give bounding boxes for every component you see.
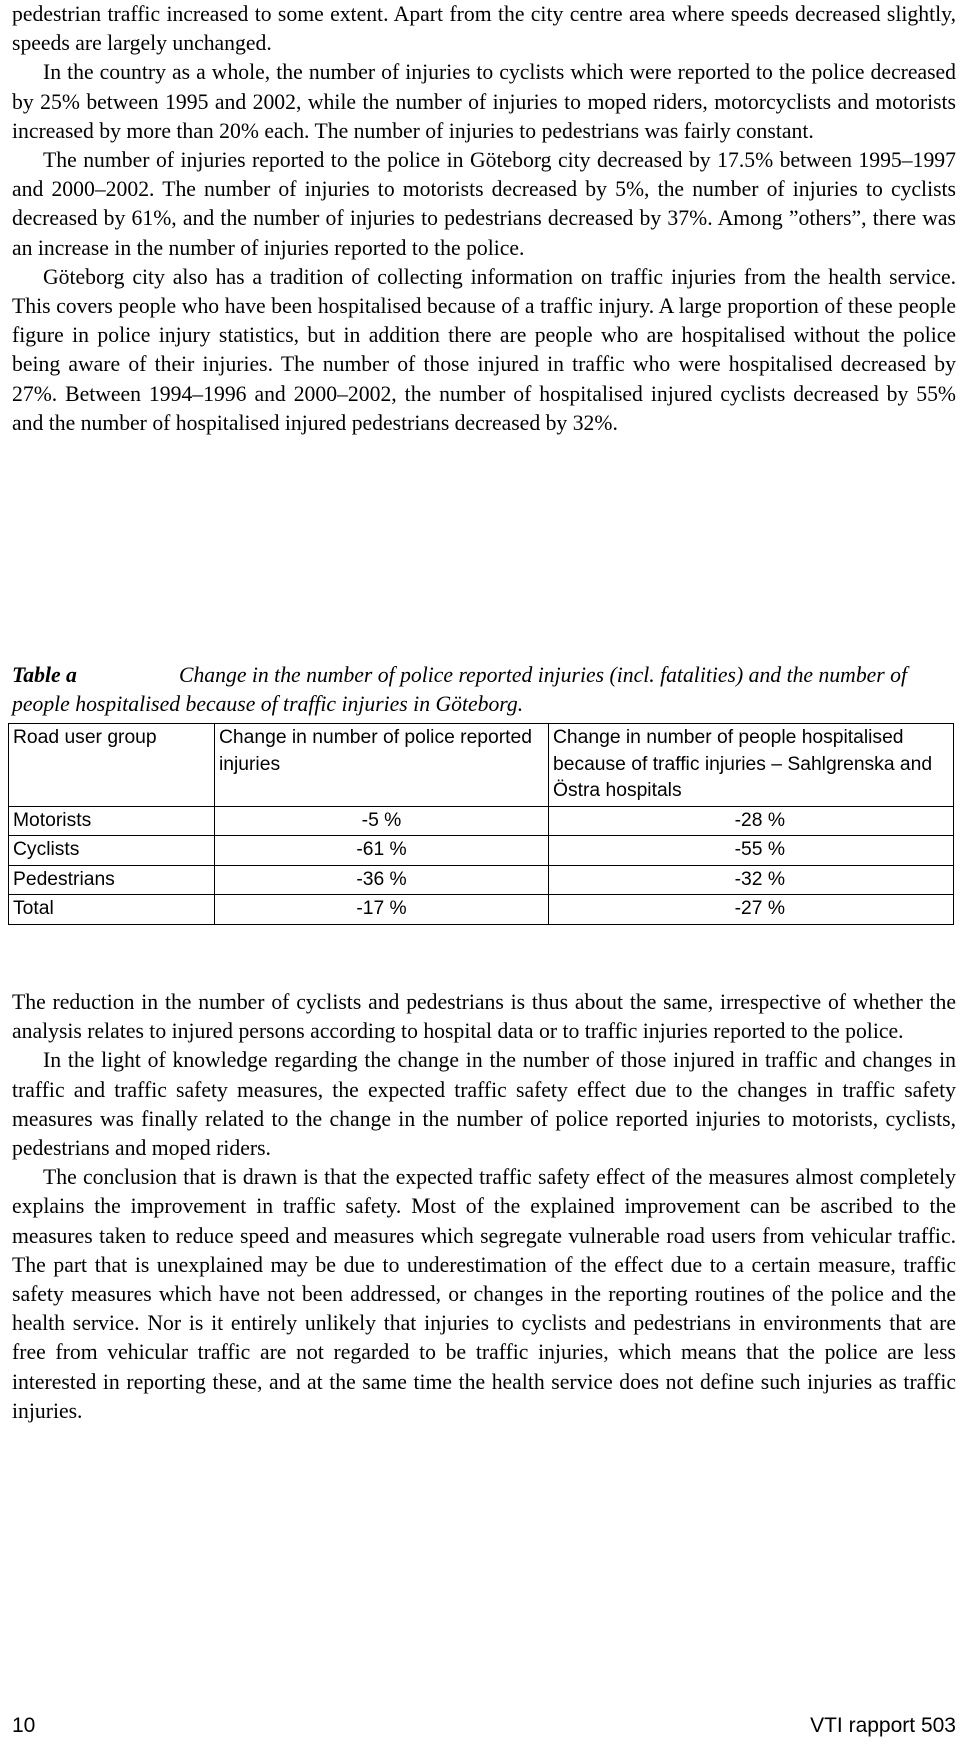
table-caption-text: Change in the number of police reported injuries (incl. fatalities) and the number of people hospitalised because of traffic injuries in Göteborg. [12, 663, 908, 717]
paragraph: pedestrian traffic increased to some extent. Apart from the city centre area where speeds decreased slightly, speeds are largely unchanged. [12, 2, 956, 56]
table-cell: -61 % [215, 836, 549, 866]
table-cell: -27 % [549, 895, 954, 925]
table-header-row [9, 724, 954, 807]
report-name: VTI rapport 503 [810, 1714, 956, 1737]
column-header: Road user group [9, 724, 215, 807]
page-body-bottom [12, 988, 956, 1426]
table-cell: -5 % [215, 806, 549, 836]
table-row [9, 865, 954, 895]
paragraph: The number of injuries reported to the police in Göteborg city decreased by 17.5% between 1995–1997 and 2000–2002. The number of injuries to motorists decreased by 5%, the number of injuries to cyclists decreased by 61%, and the number of injuries to pedestrians decreased by 37%. Among ”others”, there was an increase in the number of injuries reported to the police. [12, 148, 956, 260]
table-cell: -55 % [549, 836, 954, 866]
table-row [9, 806, 954, 836]
table-label: Table a [12, 663, 77, 687]
table-row [9, 895, 954, 925]
paragraph: In the light of knowledge regarding the change in the number of those injured in traffic and changes in traffic and traffic safety measures, the expected traffic safety effect due to the changes in traffic safety measures was finally related to the change in the number of police reported injuries to motorists, cyclists, pedestrians and moped riders. [12, 1048, 956, 1161]
page-body-top [12, 0, 956, 438]
column-header: Change in number of police reported injuries [215, 724, 549, 807]
table-row [9, 836, 954, 866]
table-cell: Motorists [9, 806, 215, 836]
paragraph: Göteborg city also has a tradition of collecting information on traffic injuries from the health service. This covers people who have been hospitalised because of a traffic injury. A large proportion of these people figure in police injury statistics, but in addition there are people who are hospitalised without the police being aware of their injuries. The number of those injured in traffic who were hospitalised decreased by 27%. Between 1994–1996 and 2000–2002, the number of hospitalised injured cyclists decreased by 55% and the number of hospitalised injured pedestrians decreased by 32%. [12, 264, 956, 435]
table-caption [12, 661, 956, 719]
injury-change-table [8, 723, 954, 925]
table-cell: -28 % [549, 806, 954, 836]
table-cell: Pedestrians [9, 865, 215, 895]
table-cell: Total [9, 895, 215, 925]
paragraph: The reduction in the number of cyclists and pedestrians is thus about the same, irrespective of whether the analysis relates to injured persons according to hospital data or to traffic injuries reported to the police. [12, 990, 956, 1044]
table-cell: -36 % [215, 865, 549, 895]
table-cell: -32 % [549, 865, 954, 895]
paragraph: In the country as a whole, the number of injuries to cyclists which were reported to the police decreased by 25% between 1995 and 2002, while the number of injuries to moped riders, motorcyclists and motorists increased by more than 20% each. The number of injuries to pedestrians was fairly constant. [12, 60, 956, 143]
page-number: 10 [12, 1714, 36, 1737]
column-header: Change in number of people hospitalised because of traffic injuries – Sahlgrenska and Östra hospitals [549, 724, 954, 807]
paragraph: The conclusion that is drawn is that the expected traffic safety effect of the measures almost completely explains the improvement in traffic safety. Most of the explained improvement can be ascribed to the measures taken to reduce speed and measures which segregate vulnerable road users from vehicular traffic. The part that is unexplained may be due to underestimation of the effect due to a certain measure, traffic safety measures which have not been addressed, or changes in the reporting routines of the police and the health service. Nor is it entirely unlikely that injuries to cyclists and pedestrians in environments that are free from vehicular traffic are not regarded to be traffic injuries, which means that the police are less interested in reporting these, and at the same time the health service does not define such injuries as traffic injuries. [12, 1165, 956, 1423]
table-cell: Cyclists [9, 836, 215, 866]
table-cell: -17 % [215, 895, 549, 925]
